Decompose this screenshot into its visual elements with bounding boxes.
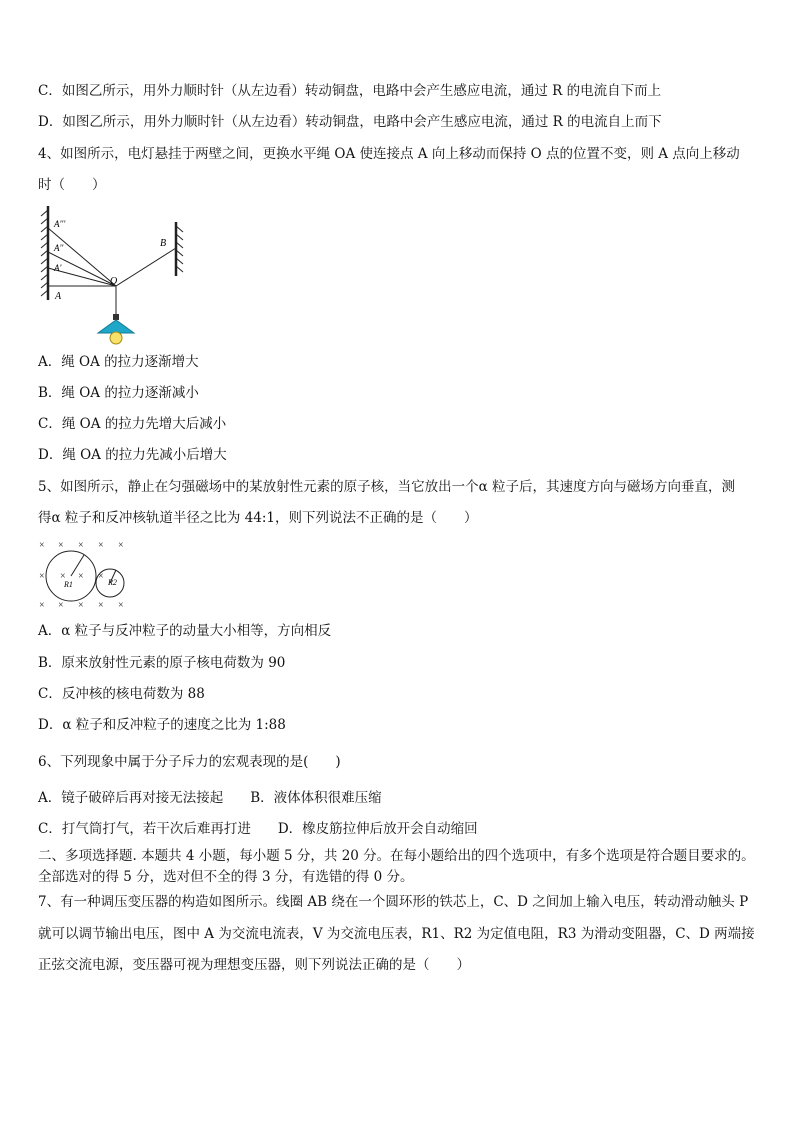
q5-stem-line-1: 5、如图所示，静止在匀强磁场中的某放射性元素的原子核，当它放出一个α 粒子后，其速度方向与磁场方向垂直，测	[38, 479, 735, 495]
q5-option-c: C．反冲核的核电荷数为 88	[38, 686, 205, 702]
svg-text:×: ×	[39, 571, 45, 582]
section-2-instructions-line-1: 二、多项选择题. 本题共 4 小题，每小题 5 分，共 20 分。在每小题给出的四个选项中，有多个选项是符合题目要求的。	[38, 848, 755, 864]
svg-text:×: ×	[118, 540, 124, 551]
q5-label-r2: R2	[108, 578, 117, 587]
q4-option-c: C．绳 OA 的拉力先增大后减小	[38, 416, 227, 432]
q4-option-a: A．绳 OA 的拉力逐渐增大	[38, 354, 199, 370]
svg-text:×: ×	[98, 540, 104, 551]
q6-options-cd: C．打气筒打气，若干次后难再打进 D．橡皮筋拉伸后放开会自动缩回	[38, 821, 478, 837]
svg-text:×: ×	[39, 540, 45, 551]
q5-option-d: D．α 粒子和反冲粒子的速度之比为 1:88	[38, 717, 286, 733]
q6-options-ab: A．镜子破碎后再对接无法接起 B．液体体积很难压缩	[38, 790, 382, 806]
q5-label-r1: R1	[64, 580, 73, 589]
q4-figure	[38, 200, 198, 345]
q4-option-b: B．绳 OA 的拉力逐渐减小	[38, 385, 199, 401]
q5-stem-line-2: 得α 粒子和反冲核轨道半径之比为 44:1，则下列说法不正确的是（ ）	[38, 510, 478, 526]
q5-option-a: A．α 粒子与反冲粒子的动量大小相等，方向相反	[38, 623, 332, 639]
q7-stem-line-1: 7、有一种调压变压器的构造如图所示。线圈 AB 绕在一个圆环形的铁芯上，C、D 之间加上输入电压，转动滑动触头 P	[38, 894, 749, 910]
q3-option-d: D．如图乙所示，用外力顺时针（从左边看）转动铜盘，电路中会产生感应电流，通过 R 的电流自上而下	[38, 114, 662, 130]
svg-text:×: ×	[78, 600, 84, 611]
q7-stem-line-3: 正弦交流电源，变压器可视为理想变压器，则下列说法正确的是（ ）	[38, 957, 470, 973]
q4-label-b: B	[160, 238, 167, 249]
q6-stem: 6、下列现象中属于分子斥力的宏观表现的是( )	[38, 754, 341, 770]
svg-text:×: ×	[39, 600, 45, 611]
q4-stem-line-2: 时（ ）	[38, 177, 106, 193]
q4-stem-line-1: 4、如图所示，电灯悬挂于两壁之间，更换水平绳 OA 使连接点 A 向上移动而保持 O 点的位置不变，则 A 点向上移动	[38, 146, 740, 162]
svg-text:×: ×	[98, 571, 104, 582]
svg-text:×: ×	[118, 600, 124, 611]
svg-text:×: ×	[58, 600, 64, 611]
svg-text:×: ×	[60, 571, 66, 582]
q4-label-a: A	[55, 291, 62, 302]
q4-label-o: O	[110, 276, 118, 287]
section-2-instructions-line-2: 全部选对的得 5 分，选对但不全的得 3 分，有选错的得 0 分。	[38, 869, 414, 885]
q4-option-d: D．绳 OA 的拉力先减小后增大	[38, 447, 227, 463]
q4-label-a3: A'''	[54, 219, 66, 229]
q3-option-c: C．如图乙所示，用外力顺时针（从左边看）转动铜盘，电路中会产生感应电流，通过 R 的电流自下而上	[38, 83, 662, 99]
svg-text:×: ×	[78, 571, 84, 582]
q4-label-a2: A''	[54, 243, 64, 253]
svg-text:×: ×	[58, 540, 64, 551]
svg-text:×: ×	[78, 540, 84, 551]
q5-figure	[36, 537, 136, 613]
svg-text:×: ×	[98, 600, 104, 611]
q4-label-a1: A'	[54, 263, 62, 273]
q5-option-b: B．原来放射性元素的原子核电荷数为 90	[38, 655, 286, 671]
q7-stem-line-2: 就可以调节输出电压，图中 A 为交流电流表，V 为交流电压表，R1、R2 为定值电阻，R3 为滑动变阻器，C、D 两端接	[38, 926, 755, 942]
